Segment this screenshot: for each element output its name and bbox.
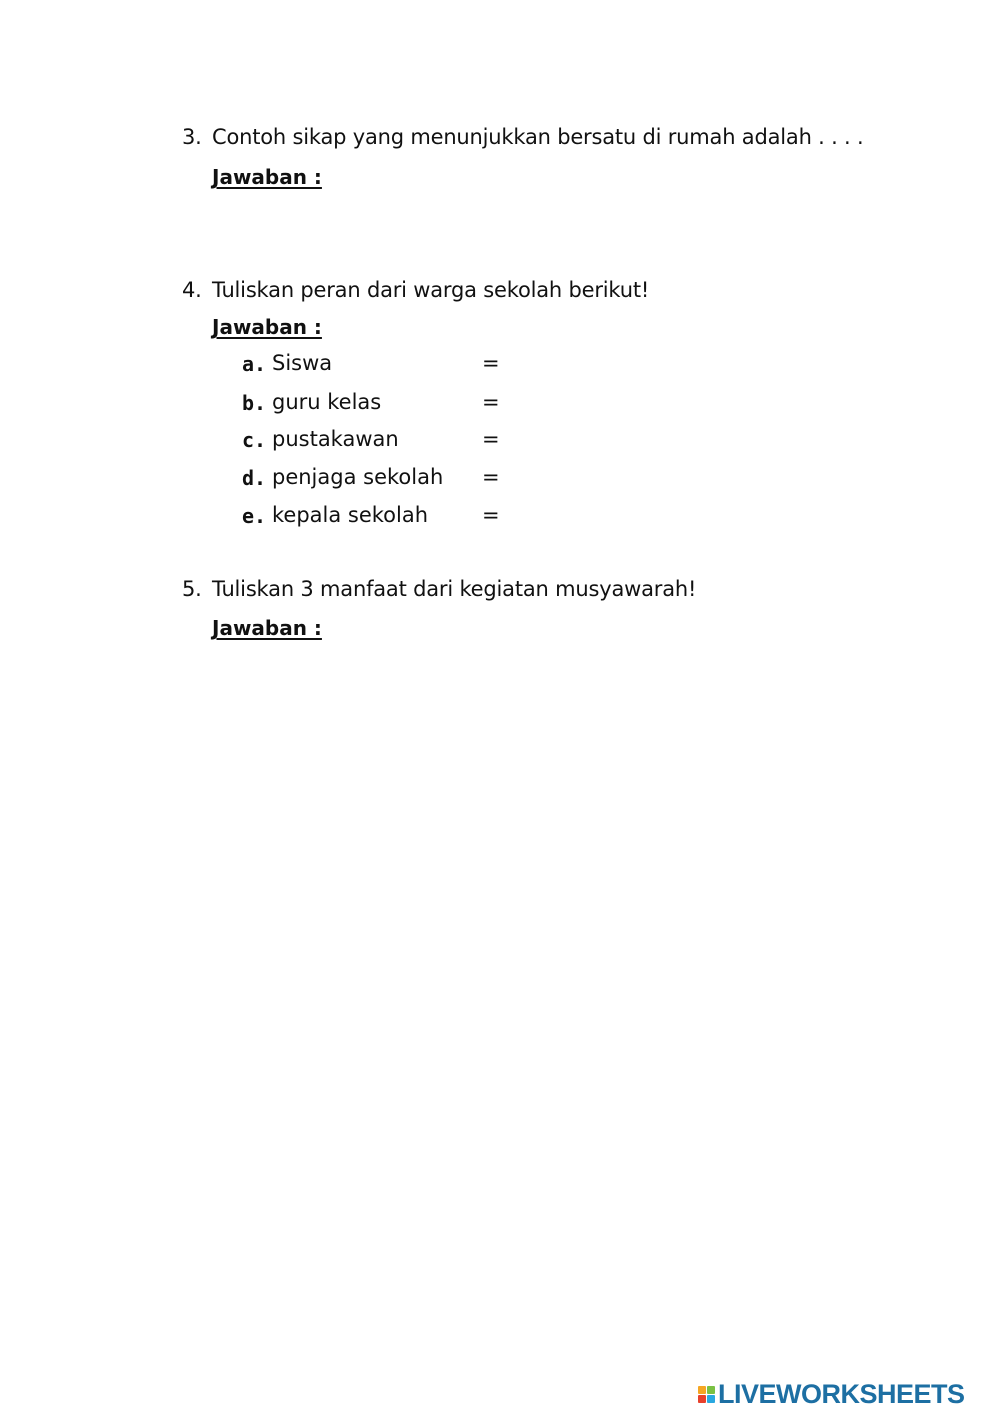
item-letter: b. bbox=[242, 391, 267, 415]
item-letter: a. bbox=[242, 352, 267, 376]
item-letter: e. bbox=[242, 504, 267, 528]
logo-square bbox=[707, 1395, 715, 1403]
list-item bbox=[242, 503, 542, 531]
answer-label: Jawaban : bbox=[212, 165, 322, 189]
logo-square bbox=[698, 1386, 706, 1394]
question-3 bbox=[182, 125, 863, 149]
question-4 bbox=[182, 278, 649, 302]
list-item bbox=[242, 427, 542, 455]
question-number: 5. bbox=[182, 577, 202, 601]
question-number: 3. bbox=[182, 125, 202, 149]
question-text: Tuliskan peran dari warga sekolah berikut! bbox=[212, 278, 650, 302]
answer-label: Jawaban : bbox=[212, 315, 322, 339]
answer-label: Jawaban : bbox=[212, 616, 322, 640]
question-text: Contoh sikap yang menunjukkan bersatu di rumah adalah . . . . bbox=[212, 125, 864, 149]
item-equals: = bbox=[482, 351, 500, 375]
list-item bbox=[242, 465, 542, 493]
logo-square bbox=[698, 1395, 706, 1403]
logo-text: LIVEWORKSHEETS bbox=[718, 1378, 965, 1409]
item-letter: c. bbox=[242, 428, 267, 452]
item-role: guru kelas bbox=[272, 390, 382, 414]
list-item bbox=[242, 390, 542, 418]
list-item bbox=[242, 351, 542, 379]
item-letter: d. bbox=[242, 466, 267, 490]
item-role: kepala sekolah bbox=[272, 503, 429, 527]
logo-square bbox=[707, 1386, 715, 1394]
question-5 bbox=[182, 577, 696, 601]
item-equals: = bbox=[482, 390, 500, 414]
item-equals: = bbox=[482, 503, 500, 527]
item-equals: = bbox=[482, 427, 500, 451]
question-text: Tuliskan 3 manfaat dari kegiatan musyawarah! bbox=[212, 577, 697, 601]
item-role: penjaga sekolah bbox=[272, 465, 444, 489]
question-number: 4. bbox=[182, 278, 202, 302]
logo-mark-icon bbox=[698, 1386, 715, 1403]
liveworksheets-logo bbox=[698, 1379, 965, 1409]
item-role: pustakawan bbox=[272, 427, 399, 451]
item-role: Siswa bbox=[272, 351, 333, 375]
item-equals: = bbox=[482, 465, 500, 489]
